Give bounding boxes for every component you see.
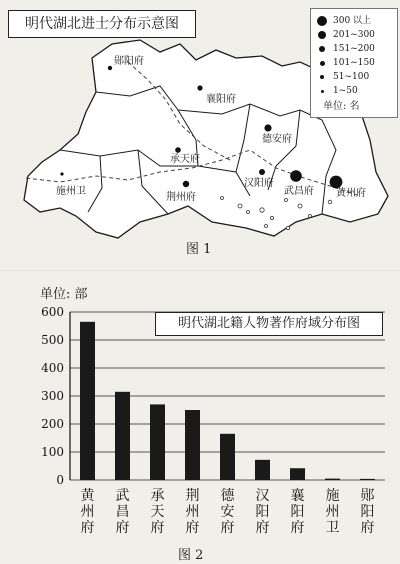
x-tick-label-char: 府	[150, 520, 165, 536]
x-tick-label-char: 州	[185, 504, 200, 520]
figure-1-caption: 图 1	[186, 242, 212, 257]
figure-1-map	[0, 0, 400, 260]
legend-unit: 单位: 名	[323, 101, 360, 112]
chart-title: 明代湖北籍人物著作府域分布图	[155, 312, 383, 336]
x-tick-label-char: 荆	[185, 488, 200, 504]
city-label-hanyang: 汉阳府	[244, 178, 274, 189]
city-dot-yunyang	[108, 66, 112, 70]
bar	[255, 460, 270, 480]
map-title: 明代湖北进士分布示意图	[8, 10, 196, 38]
x-tick-label-char: 昌	[115, 504, 130, 520]
bar	[150, 404, 165, 480]
x-tick-label-char: 襄	[290, 488, 305, 504]
city-dot-wuchang	[290, 170, 302, 182]
bar	[220, 434, 235, 480]
x-tick-label-char: 府	[80, 520, 95, 536]
bar	[290, 468, 305, 480]
city-label-yunyang: 郧阳府	[114, 56, 144, 67]
y-tick-label: 400	[41, 361, 64, 375]
y-tick-label: 200	[41, 417, 64, 431]
city-dot-xiangyang	[197, 85, 202, 90]
x-tick-label-char: 汉	[255, 488, 270, 504]
x-tick-label-char: 州	[80, 504, 95, 520]
figure-2-chart	[0, 280, 400, 564]
bar-chart-svg	[0, 300, 400, 560]
x-tick-label-char: 阳	[360, 504, 375, 520]
x-tick-label-char: 府	[290, 520, 305, 536]
city-label-wuchang: 武昌府	[284, 186, 314, 197]
y-axis-unit: 单位: 部	[40, 287, 88, 302]
x-tick-label-char: 承	[150, 488, 165, 504]
bar	[115, 392, 130, 480]
city-dot-dean	[264, 124, 271, 131]
x-tick-label-char: 施	[325, 488, 340, 504]
city-dot-hanyang	[259, 169, 265, 175]
x-tick-label-char: 郧	[360, 488, 375, 504]
bar	[80, 322, 95, 480]
y-tick-label: 500	[41, 333, 64, 347]
city-dot-shizhouwei	[60, 172, 63, 175]
x-tick-label-char: 府	[360, 520, 375, 536]
city-label-shizhouwei: 施州卫	[56, 186, 86, 197]
x-tick-label-char: 黄	[80, 488, 95, 504]
bar	[325, 479, 340, 480]
city-label-huangzhou: 黄州府	[336, 188, 366, 199]
x-tick-label-char: 府	[185, 520, 200, 536]
x-tick-label-char: 府	[255, 520, 270, 536]
map-legend: 300 以上 201~300 151~200 101~150 51~100 1~50 单位: 名	[310, 8, 398, 118]
x-tick-label-char: 武	[115, 488, 130, 504]
bar	[185, 410, 200, 480]
city-label-dean: 德安府	[262, 134, 292, 145]
bar	[360, 479, 375, 480]
city-label-xiangyang: 襄阳府	[206, 94, 236, 105]
x-tick-label-char: 天	[150, 504, 165, 520]
x-tick-label-char: 安	[220, 504, 235, 520]
city-dot-huangzhou	[330, 176, 343, 189]
y-tick-label: 600	[41, 305, 64, 319]
city-dot-jingzhou	[183, 181, 189, 187]
figure-2-caption: 图 2	[178, 548, 204, 563]
x-tick-label-char: 阳	[255, 504, 270, 520]
x-tick-label-char: 卫	[325, 520, 340, 536]
x-tick-label-char: 州	[325, 504, 340, 520]
city-dot-chengtian	[175, 147, 181, 153]
city-label-chengtian: 承天府	[170, 154, 200, 165]
y-tick-label: 300	[41, 389, 64, 403]
city-label-jingzhou: 荆州府	[166, 192, 196, 203]
x-tick-label-char: 德	[220, 488, 235, 504]
x-tick-label-char: 阳	[290, 504, 305, 520]
y-tick-label: 100	[41, 445, 64, 459]
y-tick-label: 0	[56, 473, 64, 487]
x-tick-label-char: 府	[220, 520, 235, 536]
x-tick-label-char: 府	[115, 520, 130, 536]
